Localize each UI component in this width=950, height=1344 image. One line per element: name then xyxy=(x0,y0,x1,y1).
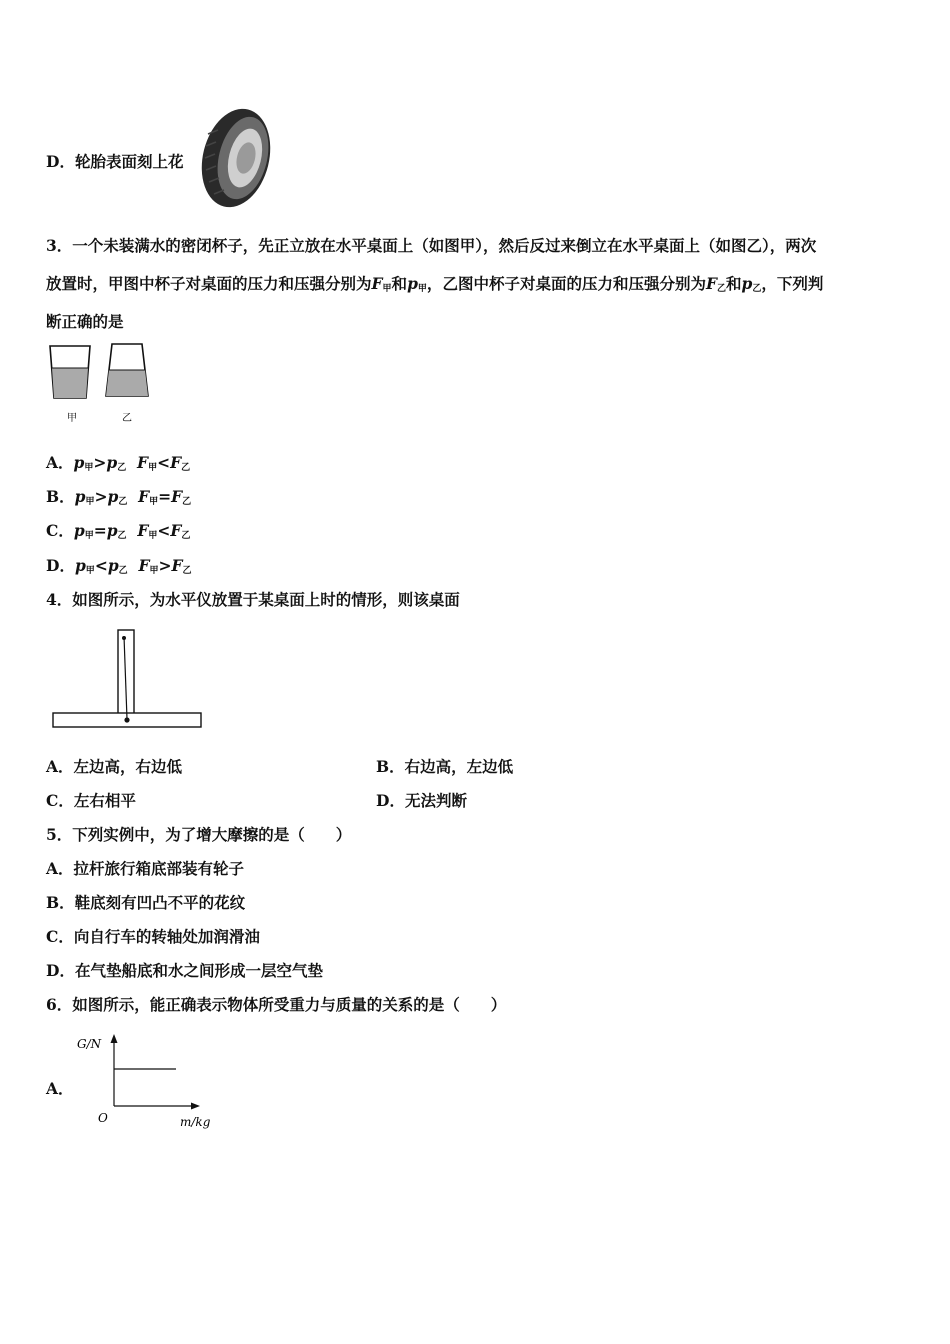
q4-option-b: B．右边高，左边低 xyxy=(376,757,514,776)
option-label: D． xyxy=(46,152,75,171)
q5-option-a: A．拉杆旅行箱底部装有轮子 xyxy=(46,859,245,878)
q3-option-a: A．$p_甲>p_乙$ $F_甲<F_乙$ xyxy=(46,453,191,473)
fig-label-yi: 乙 xyxy=(122,413,132,424)
q3-option-d: D．$p_甲<p_乙$ $F_甲>F_乙$ xyxy=(46,556,192,576)
q5-option-c: C．向自行车的转轴处加润滑油 xyxy=(46,927,260,946)
q5-option-d: D．在气垫船底和水之间形成一层空气垫 xyxy=(46,961,323,980)
graph-ylabel: G/N xyxy=(77,1037,102,1051)
option-text: 轮胎表面刻上花 xyxy=(74,152,184,171)
q3-stem-line1: 3．一个未装满水的密闭杯子，先正立放在水平桌面上（如图甲），然后反过来倒立在水平桌面上（如图乙），两次 xyxy=(46,236,817,255)
q3-option-b: B．$p_甲>p_乙$ $F_甲=F_乙$ xyxy=(46,487,192,507)
level-figure xyxy=(50,626,205,730)
graph-a xyxy=(72,1030,222,1134)
q4-option-a: A．左边高，右边低 xyxy=(46,757,183,776)
cups-figure xyxy=(44,340,164,426)
q2-option-d xyxy=(46,151,183,173)
q3-option-c: C．$p_甲=p_乙$ $F_甲<F_乙$ xyxy=(46,521,191,541)
q5-option-b: B．鞋底刻有凹凸不平的花纹 xyxy=(46,893,246,912)
tire-figure xyxy=(196,104,276,212)
q4-option-d: D．无法判断 xyxy=(376,791,467,810)
q3-stem-line2: 放置时，甲图中杯子对桌面的压力和压强分别为$F_甲$和$p_甲$，乙图中杯子对桌面的压力和压强分别为$F_乙$和$p_乙$，下列判 xyxy=(46,274,824,294)
q5-stem: 5．下列实例中，为了增大摩擦的是（ ） xyxy=(46,825,352,844)
graph-xlabel: m/kg xyxy=(180,1115,211,1129)
q6-option-a-label: A． xyxy=(46,1079,74,1098)
graph-origin: O xyxy=(98,1111,108,1125)
q4-option-c: C．左右相平 xyxy=(46,791,136,810)
fig-label-jia: 甲 xyxy=(67,413,77,424)
q6-stem: 6．如图所示，能正确表示物体所受重力与质量的关系的是（ ） xyxy=(46,995,507,1014)
q4-stem: 4．如图所示，为水平仪放置于某桌面上时的情形，则该桌面 xyxy=(46,590,460,609)
q3-stem-line3: 断正确的是 xyxy=(46,312,124,331)
